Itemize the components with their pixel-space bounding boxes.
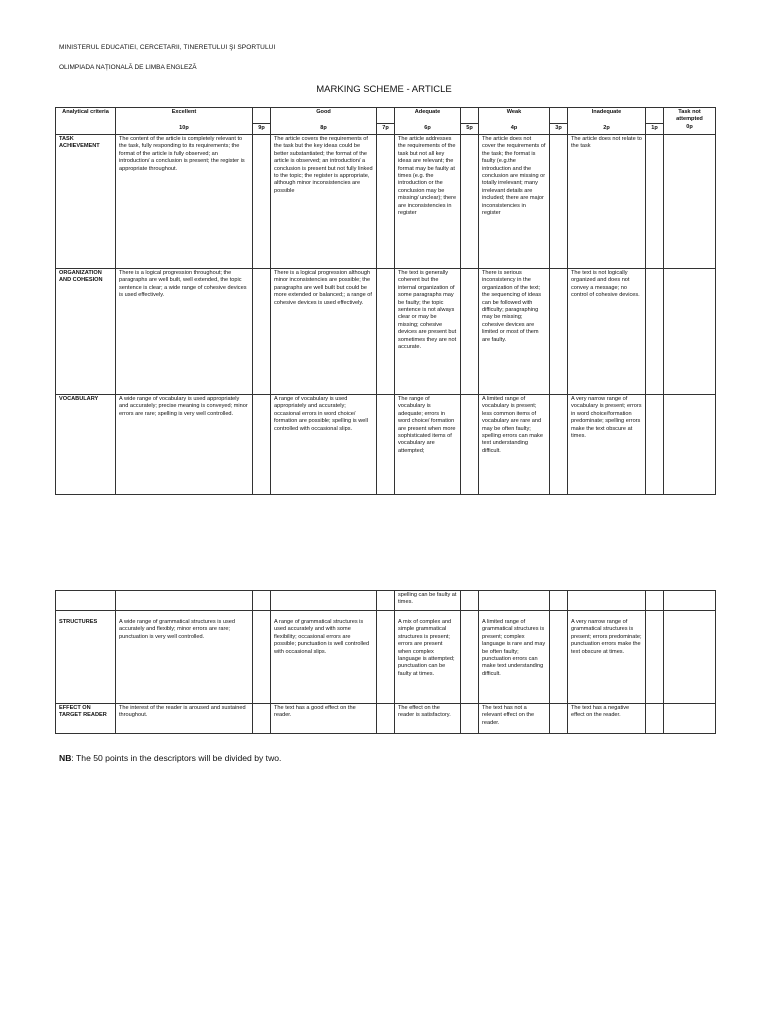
criteria-header: Analytical criteria: [56, 108, 116, 135]
descriptor-excellent: A wide range of grammatical structures is used accurately and flexibly; minor errors are rare; punctuation is very well controlled.: [116, 611, 253, 704]
blank-cell: [253, 591, 271, 611]
descriptor-good: A range of grammatical structures is used accurately and with some flexibility; occasional errors are possible; punctuation is well controlled with occasional slips.: [271, 611, 377, 704]
blank-cell: [568, 591, 646, 611]
descriptor-weak: A limited range of grammatical structures is present; complex language is rare and may be often faulty; punctuation errors can make text understanding difficult.: [479, 611, 550, 704]
table-row: [56, 269, 716, 395]
nb-note: [59, 753, 281, 763]
header-cell: [550, 108, 568, 124]
score-5p: 5p: [461, 124, 479, 135]
descriptor-good: A range of vocabulary is used appropriately and accurately; occasional errors in word choice/ formation are possible; spelling is well controlled with occasional slips.: [271, 395, 377, 495]
header-cell: [253, 108, 271, 124]
blank-cell: [646, 135, 664, 269]
blank-cell: [664, 135, 716, 269]
criterion-label: TASK ACHIEVEMENT: [56, 135, 116, 269]
descriptor-excellent: The content of the article is completely relevant to the task, fully responding to its requirements; the format of the article is fully observed; an introduction/ a conclusion is present; the register is appropriate throughout.: [116, 135, 253, 269]
descriptor-adequate: A mix of complex and simple grammatical structures is present; errors are present when complex language is attempted; punctuation can be faulty at times.: [395, 611, 461, 704]
descriptor-weak: The article does not cover the requirements of the task; the format is faulty (e.g.the introduction and the conclusion are missing or totally irrelevant; many irrelevant details are included; there are major inconsistencies in register: [479, 135, 550, 269]
band-inadequate: Inadequate: [568, 108, 646, 124]
blank-cell: [253, 611, 271, 704]
descriptor-good: The text has a good effect on the reader.: [271, 704, 377, 734]
blank-cell: [461, 591, 479, 611]
score-9p: 9p: [253, 124, 271, 135]
nb-text: : The 50 points in the descriptors will be divided by two.: [71, 753, 282, 763]
descriptor-inadequate: A very narrow range of grammatical structures is present; errors predominate; punctuation errors make the text obscure at times.: [568, 611, 646, 704]
descriptor-weak: There is serious inconsistency in the organization of the text; the sequencing of ideas can be followed with difficulty; paragraphing may be missing; cohesive devices are limited or most of them are faulty.: [479, 269, 550, 395]
descriptor-good: There is a logical progression although minor inconsistencies are possible; the paragraphs are well built but could be more extended or balanced;; a range of cohesive devices is used effectively.: [271, 269, 377, 395]
blank-cell: [271, 591, 377, 611]
table-row: [56, 395, 716, 495]
descriptor-adequate: The range of vocabulary is adequate; errors in word choice/ formation are present when more sophisticated items of vocabulary are attempted;: [395, 395, 461, 495]
blank-cell: [664, 269, 716, 395]
blank-cell: [646, 704, 664, 734]
table-row: [56, 135, 716, 269]
band-adequate: Adequate: [395, 108, 461, 124]
score-2p: 2p: [568, 124, 646, 135]
score-0p: 0p: [686, 123, 693, 130]
blank-cell: [377, 704, 395, 734]
header-cell: [377, 108, 395, 124]
blank-cell: [550, 704, 568, 734]
descriptor-adequate: The effect on the reader is satisfactory.: [395, 704, 461, 734]
blank-cell: [377, 611, 395, 704]
header-cell: [646, 108, 664, 124]
blank-cell: [550, 395, 568, 495]
band-task-not-attempted: [664, 108, 716, 135]
score-8p: 8p: [271, 124, 377, 135]
criterion-label: EFFECT ON TARGET READER: [56, 704, 116, 734]
blank-cell: [550, 611, 568, 704]
descriptor-weak: A limited range of vocabulary is present; less common items of vocabulary are rare and may be often faulty; spelling errors can make text understanding difficult.: [479, 395, 550, 495]
blank-cell: [664, 611, 716, 704]
descriptor-inadequate: The article does not relate to the task: [568, 135, 646, 269]
marking-table: [55, 107, 716, 495]
score-10p: 10p: [116, 124, 253, 135]
descriptor-inadequate: The text has a negative effect on the reader.: [568, 704, 646, 734]
descriptor-excellent: There is a logical progression throughout; the paragraphs are well built, well extended, the topic sentence is clear; a wide range of cohesive devices is used effectively.: [116, 269, 253, 395]
blank-cell: [664, 704, 716, 734]
blank-cell: [461, 395, 479, 495]
blank-cell: [56, 591, 116, 611]
criterion-label: VOCABULARY: [56, 395, 116, 495]
table-row: [56, 704, 716, 734]
nb-label: NB: [59, 753, 72, 763]
blank-cell: [253, 135, 271, 269]
blank-cell: [377, 591, 395, 611]
ministry-header: MINISTERUL EDUCATIEI, CERCETARII, TINERETULUI ŞI SPORTULUI: [59, 44, 276, 51]
descriptor-continuation: spelling can be faulty at times.: [395, 591, 461, 611]
score-6p: 6p: [395, 124, 461, 135]
blank-cell: [664, 395, 716, 495]
blank-cell: [253, 395, 271, 495]
descriptor-excellent: The interest of the reader is aroused and sustained throughout.: [116, 704, 253, 734]
blank-cell: [377, 135, 395, 269]
page-title: MARKING SCHEME - ARTICLE: [316, 84, 452, 95]
descriptor-inadequate: The text is not logically organized and does not convey a message; no control of cohesive devices.: [568, 269, 646, 395]
criterion-label: STRUCTURES: [56, 611, 116, 704]
header-cell: [461, 108, 479, 124]
blank-cell: [377, 395, 395, 495]
descriptor-excellent: A wide range of vocabulary is used appropriately and accurately; precise meaning is conveyed; minor errors are rare; spelling is very well controlled.: [116, 395, 253, 495]
score-1p: 1p: [646, 124, 664, 135]
band-excellent: Excellent: [116, 108, 253, 124]
table-row: [56, 611, 716, 704]
blank-cell: [550, 135, 568, 269]
score-3p: 3p: [550, 124, 568, 135]
blank-cell: [646, 269, 664, 395]
blank-cell: [116, 591, 253, 611]
blank-cell: [461, 611, 479, 704]
marking-table-continued: [55, 590, 716, 734]
blank-cell: [461, 269, 479, 395]
score-7p: 7p: [377, 124, 395, 135]
blank-cell: [253, 269, 271, 395]
blank-cell: [664, 591, 716, 611]
blank-cell: [646, 395, 664, 495]
olympiad-header: OLIMPIADA NAȚIONALĂ DE LIMBA ENGLEZĂ: [59, 64, 197, 71]
blank-cell: [479, 591, 550, 611]
blank-cell: [646, 611, 664, 704]
descriptor-inadequate: A very narrow range of vocabulary is present; errors in word choice/formation predominate; spelling errors make the text obscure at times.: [568, 395, 646, 495]
blank-cell: [550, 591, 568, 611]
descriptor-good: The article covers the requirements of the task but the key ideas could be better substantiated; the format of the article is observed; an introduction/ a conclusion is present but not fully linked to the topic; the register is appropriate, although minor inconsistencies are possible: [271, 135, 377, 269]
blank-cell: [377, 269, 395, 395]
blank-cell: [550, 269, 568, 395]
descriptor-weak: The text has not a relevant effect on the reader.: [479, 704, 550, 734]
blank-cell: [253, 704, 271, 734]
band-good: Good: [271, 108, 377, 124]
descriptor-adequate: The article addresses the requirements of the task but not all key ideas are relevant; the format may be faulty at times (e.g. the introduction or the conclusion may be missing/ unclear); there are inconsistencies in register: [395, 135, 461, 269]
blank-cell: [461, 135, 479, 269]
table-row: [56, 591, 716, 611]
band-weak: Weak: [479, 108, 550, 124]
descriptor-adequate: The text is generally coherent but the internal organization of some paragraphs may be faulty; the topic sentence is not always clear or may be missing; cohesive devices are present but sometimes they are not accurate.: [395, 269, 461, 395]
blank-cell: [646, 591, 664, 611]
blank-cell: [461, 704, 479, 734]
score-4p: 4p: [479, 124, 550, 135]
band-label: Task not attempted: [676, 109, 703, 123]
criterion-label: ORGANIZATION AND COHESION: [56, 269, 116, 395]
